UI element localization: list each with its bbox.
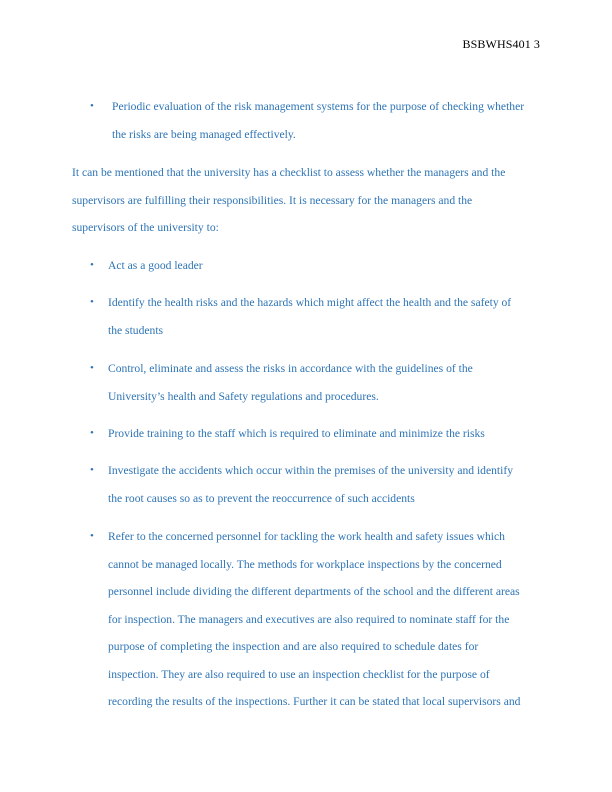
text-line: the risks are being managed effectively. — [112, 127, 296, 141]
text-line: Act as a good leader — [108, 259, 203, 272]
bullet-item — [108, 355, 553, 410]
text-line: supervisors are fulfilling their responsibilities. It is necessary for the managers and the — [72, 193, 473, 207]
bullet-item — [108, 252, 553, 280]
bullet-icon: • — [90, 427, 94, 439]
text-line: Investigate the accidents which occur within the premises of the university and identify — [108, 464, 514, 477]
bullet-icon: • — [90, 464, 94, 476]
bullet-item — [108, 523, 553, 716]
text-line: the students — [108, 323, 164, 337]
bullet-icon: • — [90, 296, 94, 308]
bullet-icon: • — [90, 259, 94, 271]
intro-bullet-text — [112, 93, 552, 148]
text-line: University’s health and Safety regulations and procedures. — [108, 389, 379, 403]
text-line: supervisors of the university to: — [72, 221, 219, 234]
text-line: for inspection. The managers and executives are also required to nominate staff for the — [108, 612, 510, 626]
text-line: the root causes so as to prevent the reoccurrence of such accidents — [108, 491, 415, 505]
text-line: Provide training to the staff which is required to eliminate and minimize the risks — [108, 427, 485, 440]
text-line: cannot be managed locally. The methods for workplace inspections by the concerned — [108, 557, 502, 571]
text-line: Control, eliminate and assess the risks in accordance with the guidelines of the — [108, 362, 473, 375]
bullet-icon: • — [90, 530, 94, 542]
text-line: personnel include dividing the different departments of the school and the different areas — [108, 585, 520, 598]
text-line: It can be mentioned that the university has a checklist to assess whether the managers and the — [72, 166, 506, 179]
text-line: Refer to the concerned personnel for tackling the work health and safety issues which — [108, 530, 505, 543]
running-head: BSBWHS401 3 — [462, 37, 540, 51]
body-paragraph — [72, 159, 542, 242]
text-line: Identify the health risks and the hazards which might affect the health and the safety of — [108, 296, 512, 309]
text-line: inspection. They are also required to use an inspection checklist for the purpose of — [108, 667, 490, 681]
text-line: purpose of completing the inspection and are also required to schedule dates for — [108, 640, 479, 653]
text-line: recording the results of the inspections. Further it can be stated that local supervisors and — [108, 695, 521, 708]
bullet-item — [108, 457, 553, 512]
text-line: Periodic evaluation of the risk management systems for the purpose of checking whether — [112, 100, 525, 113]
bullet-item — [108, 289, 553, 344]
bullet-icon: • — [90, 100, 94, 112]
bullet-icon: • — [90, 362, 94, 374]
bullet-item — [108, 420, 553, 448]
